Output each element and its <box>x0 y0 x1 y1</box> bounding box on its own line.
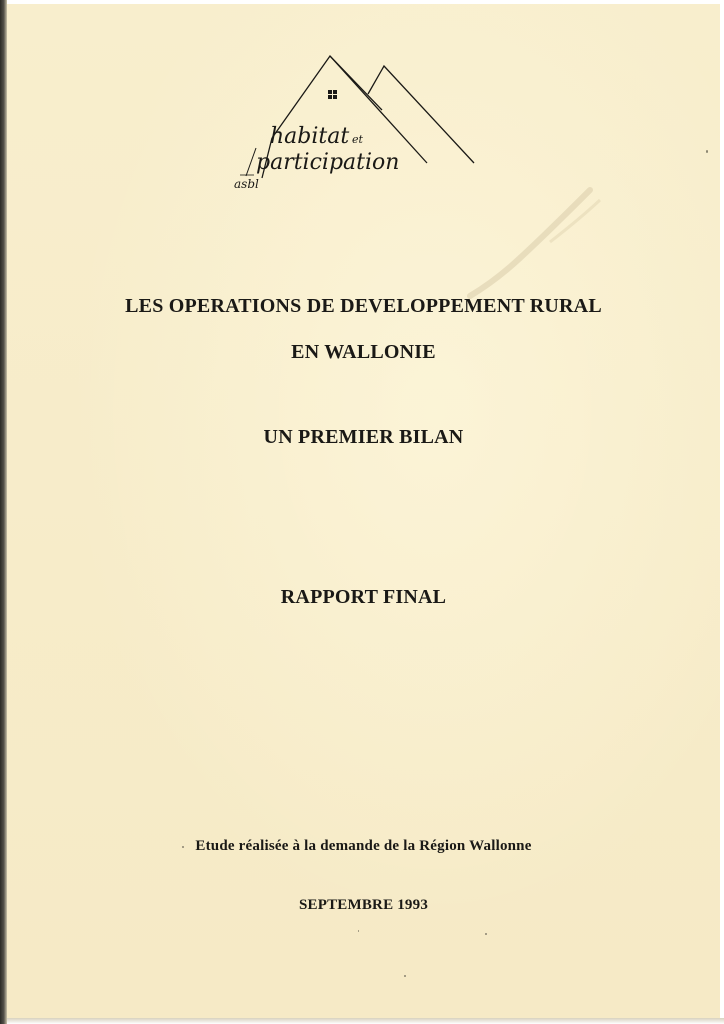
logo-text-habitat: habitat <box>270 124 350 149</box>
paper-speck <box>182 846 184 848</box>
logo-text-asbl: asbl <box>234 177 259 191</box>
scan-bottom-edge <box>7 1018 724 1024</box>
commission-note: Etude réalisée à la demande de la Région Wallonne <box>195 838 532 854</box>
paper-speck <box>706 150 708 153</box>
paper-speck <box>485 933 487 935</box>
binding-edge <box>0 0 7 1024</box>
logo-text-participation: participation <box>256 150 400 175</box>
paper-speck <box>358 930 359 932</box>
title-line-2: EN WALLONIE <box>291 341 436 363</box>
title-line-1: LES OPERATIONS DE DEVELOPPEMENT RURAL <box>125 295 602 317</box>
paper-speck <box>404 975 406 977</box>
publication-date: SEPTEMBRE 1993 <box>298 897 429 913</box>
cover-scuff-mark <box>450 180 610 300</box>
svg-text:et: et <box>352 133 363 146</box>
subtitle: UN PREMIER BILAN <box>263 426 464 448</box>
report-type: RAPPORT FINAL <box>280 586 447 608</box>
